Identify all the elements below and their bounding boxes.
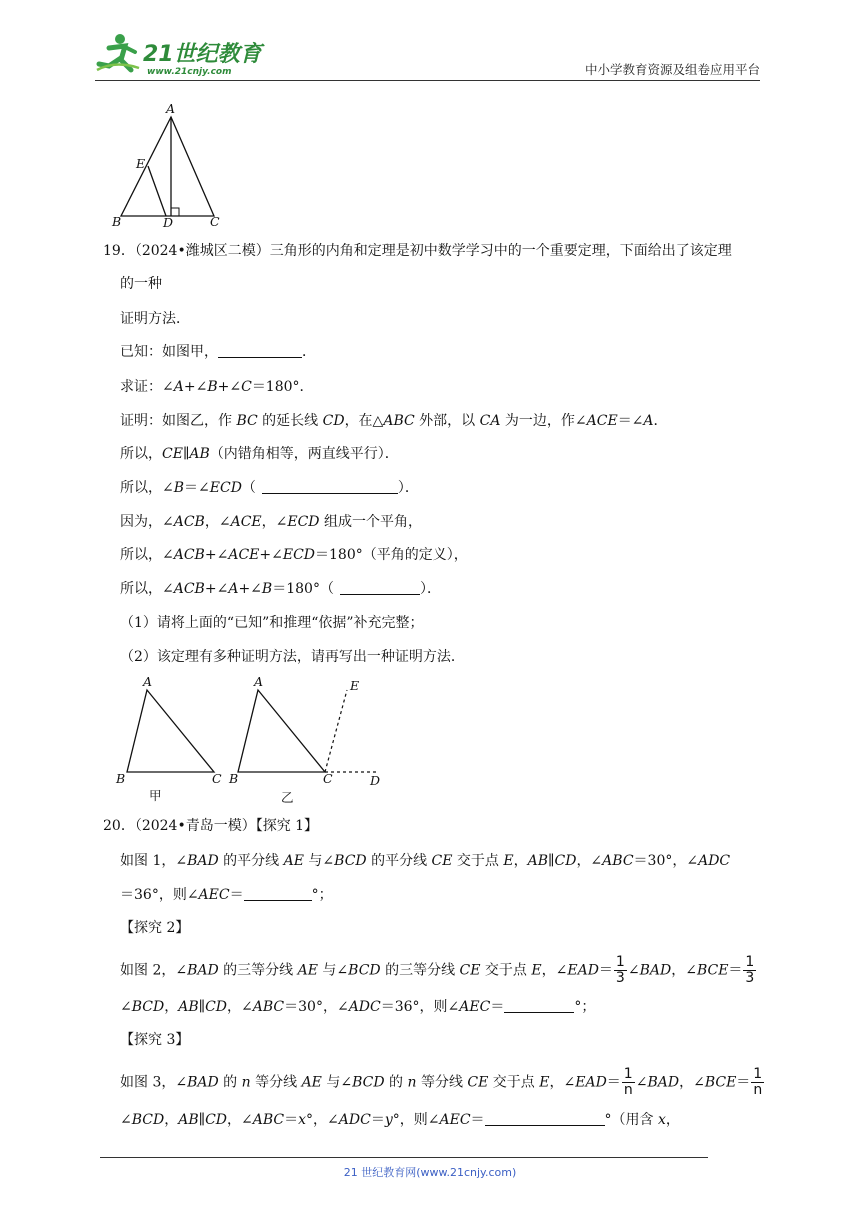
q19-so-1: 所以，CE∥AB（内错角相等，两直线平行）．	[120, 446, 399, 462]
platform-name: 中小学教育资源及组卷应用平台	[584, 62, 760, 77]
jia-label-A: A	[143, 674, 153, 689]
site-logo	[95, 30, 265, 78]
q19-because: 因为，∠ACB，∠ACE，∠ECD 组成一个平角，	[120, 514, 422, 530]
q19-part-2: （2）该定理有多种证明方法，请再写出一种证明方法．	[120, 649, 465, 665]
q19-so-3: 所以，∠ACB+∠ACE+∠ECD＝180°（平角的定义），	[120, 547, 468, 563]
q19-proof: 证明：如图乙，作 BC 的延长线 CD，在△ABC 外部，以 CA 为一边，作∠ACE＝∠A．	[120, 413, 668, 429]
explore1-blank[interactable]	[244, 886, 312, 901]
label-B: B	[112, 214, 122, 229]
yi-label-D: D	[370, 773, 381, 788]
reason-blank-2[interactable]	[340, 580, 420, 595]
fraction-one-over-n: $\frac{1}{n}$	[623, 1066, 633, 1098]
footer-divider	[100, 1157, 708, 1158]
logo-subtext: www.21cnjy.com	[147, 67, 232, 77]
runner-icon	[97, 34, 139, 70]
label-E: E	[136, 156, 146, 171]
yi-label-C: C	[323, 771, 333, 786]
q20-explore-3-cont: ∠BCD，AB∥CD，∠ABC＝x°，∠ADC＝y°，则∠AEC＝ °（用含 x，	[120, 1112, 680, 1128]
yi-label-E: E	[350, 678, 360, 693]
label-C: C	[210, 214, 220, 229]
fraction-one-third: $\frac{1}{3}$	[615, 954, 625, 986]
known-blank[interactable]	[218, 343, 302, 358]
jia-label-C: C	[212, 771, 222, 786]
q20-explore-2-cont: ∠BCD，AB∥CD，∠ABC＝30°，∠ADC＝36°，则∠AEC＝ °；	[120, 999, 596, 1015]
logo-text: 21世纪教育	[143, 42, 262, 67]
caption-jia: 甲	[149, 788, 162, 803]
header-divider	[95, 80, 760, 81]
fraction-one-third: $\frac{1}{3}$	[745, 954, 755, 986]
q19-prove: 求证：∠A+∠B+∠C＝180°．	[120, 379, 314, 395]
q19-continuation-1: 的一种	[120, 276, 162, 292]
footer-link[interactable]: 21 世纪教育网(www.21cnjy.com)	[343, 1166, 517, 1179]
explore3-blank[interactable]	[485, 1111, 605, 1126]
q20-title-2: 【探究 2】	[120, 920, 190, 936]
q19-continuation-2: 证明方法．	[120, 311, 190, 327]
yi-label-A: A	[254, 674, 264, 689]
q20-explore-3: 如图 3，∠BAD 的 n 等分线 AE 与∠BCD 的 n 等分线 CE 交于点 E，∠EAD＝ $\frac{1}{n}$ ∠BAD，∠BCE＝ $\frac{1}{n}$	[120, 1066, 763, 1098]
jia-label-B: B	[116, 771, 126, 786]
q19-so-2: 所以，∠B＝∠ECD（ ）．	[120, 480, 419, 496]
q20-explore-1-cont: ＝36°，则∠AEC＝ °；	[120, 887, 333, 903]
figure-triangle-altitude	[110, 100, 230, 232]
reason-blank-1[interactable]	[262, 479, 398, 494]
figure-jia-yi	[110, 672, 400, 812]
q19-known: 已知：如图甲， ．	[120, 344, 316, 360]
q20-title-3: 【探究 3】	[120, 1032, 190, 1048]
label-D: D	[163, 215, 174, 230]
q19-so-4: 所以，∠ACB+∠A+∠B＝180°（ ）．	[120, 581, 441, 597]
q20-explore-2: 如图 2，∠BAD 的三等分线 AE 与∠BCD 的三等分线 CE 交于点 E，∠EAD＝ $\frac{1}{3}$ ∠BAD，∠BCE＝ $\frac{1}{3}$	[120, 954, 755, 986]
q19-part-1: （1）请将上面的“已知”和推理“依据”补充完整；	[120, 615, 424, 631]
fraction-one-over-n: $\frac{1}{n}$	[753, 1066, 763, 1098]
yi-label-B: B	[229, 771, 239, 786]
label-A: A	[166, 101, 176, 116]
q20-heading: 20．（2024•青岛一模）【探究 1】	[103, 818, 319, 834]
page-header	[95, 30, 760, 82]
q20-explore-1: 如图 1，∠BAD 的平分线 AE 与∠BCD 的平分线 CE 交于点 E，AB∥CD，∠ABC＝30°，∠ADC	[120, 853, 731, 869]
explore2-blank[interactable]	[504, 998, 574, 1013]
caption-yi: 乙	[281, 790, 294, 805]
q19-heading: 19．（2024•潍城区二模）三角形的内角和定理是初中数学学习中的一个重要定理，下面给出了该定理	[103, 243, 732, 259]
